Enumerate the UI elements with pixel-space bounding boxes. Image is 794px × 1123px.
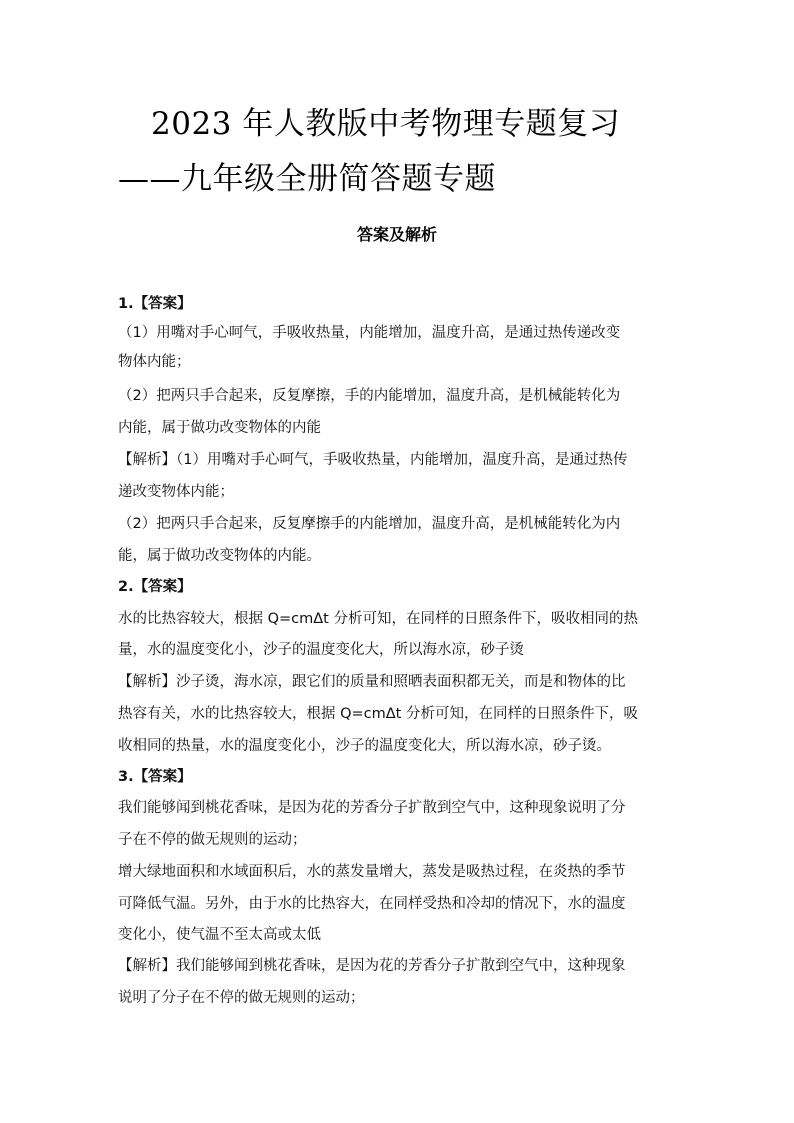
q2-analysis-line: 【解析】沙子烫，海水凉，跟它们的质量和照晒表面积都无关，而是和物体的比 <box>118 674 626 690</box>
q2-answer-line: 水的比热容较大，根据 Q=cmΔt 分析可知，在同样的日照条件下，吸收相同的热 <box>118 611 638 627</box>
q3-analysis-line: 【解析】我们能够闻到桃花香味，是因为花的芳香分子扩散到空气中，这种现象 <box>118 958 626 974</box>
q1-analysis-line: 递改变物体内能； <box>118 484 234 500</box>
section-subtitle: 答案及解析 <box>356 225 437 244</box>
q3-answer-line: 变化小，使气温不至太高或太低 <box>118 927 321 943</box>
q1-answer-line: （2）把两只手合起来，反复摩擦，手的内能增加，温度升高，是机械能转化为 <box>118 388 621 404</box>
q2-answer-line: 量，水的温度变化小，沙子的温度变化大，所以海水凉，砂子烫 <box>118 642 524 658</box>
document-title-line-1: 2023 年人教版中考物理专题复习 <box>151 106 621 142</box>
q3-analysis-line: 说明了分子在不停的做无规则的运动； <box>118 990 365 1006</box>
q1-analysis-line: （2）把两只手合起来，反复摩擦手的内能增加，温度升高，是机械能转化为内 <box>118 516 621 532</box>
q1-answer-line: 内能，属于做功改变物体的内能 <box>118 420 321 436</box>
q1-answer-line: （1）用嘴对手心呵气，手吸收热量，内能增加，温度升高，是通过热传递改变 <box>118 325 621 341</box>
q1-analysis-line: 能，属于做功改变物体的内能。 <box>118 548 321 564</box>
q1-analysis-line: 【解析】（1）用嘴对手心呵气，手吸收热量，内能增加，温度升高，是通过热传 <box>118 452 628 468</box>
q1-answer-line: 物体内能； <box>118 354 191 370</box>
q2-answer-heading: 2.【答案】 <box>118 579 192 595</box>
q1-answer-heading: 1.【答案】 <box>118 296 192 312</box>
document-title-line-2: ——九年级全册简答题专题 <box>118 161 496 197</box>
q2-analysis-line: 热容有关，水的比热容较大，根据 Q=cmΔt 分析可知，在同样的日照条件下，吸 <box>118 706 638 722</box>
q3-answer-line: 我们能够闻到桃花香味，是因为花的芳香分子扩散到空气中，这种现象说明了分 <box>118 800 626 816</box>
q3-answer-line: 子在不停的做无规则的运动； <box>118 832 307 848</box>
q3-answer-heading: 3.【答案】 <box>118 769 192 785</box>
q2-analysis-line: 收相同的热量，水的温度变化小，沙子的温度变化大，所以海水凉，砂子烫。 <box>118 738 611 754</box>
q3-answer-line: 可降低气温。另外，由于水的比热容大，在同样受热和冷却的情况下，水的温度 <box>118 896 626 912</box>
q3-answer-line: 增大绿地面积和水域面积后，水的蒸发量增大，蒸发是吸热过程，在炎热的季节 <box>118 864 626 880</box>
